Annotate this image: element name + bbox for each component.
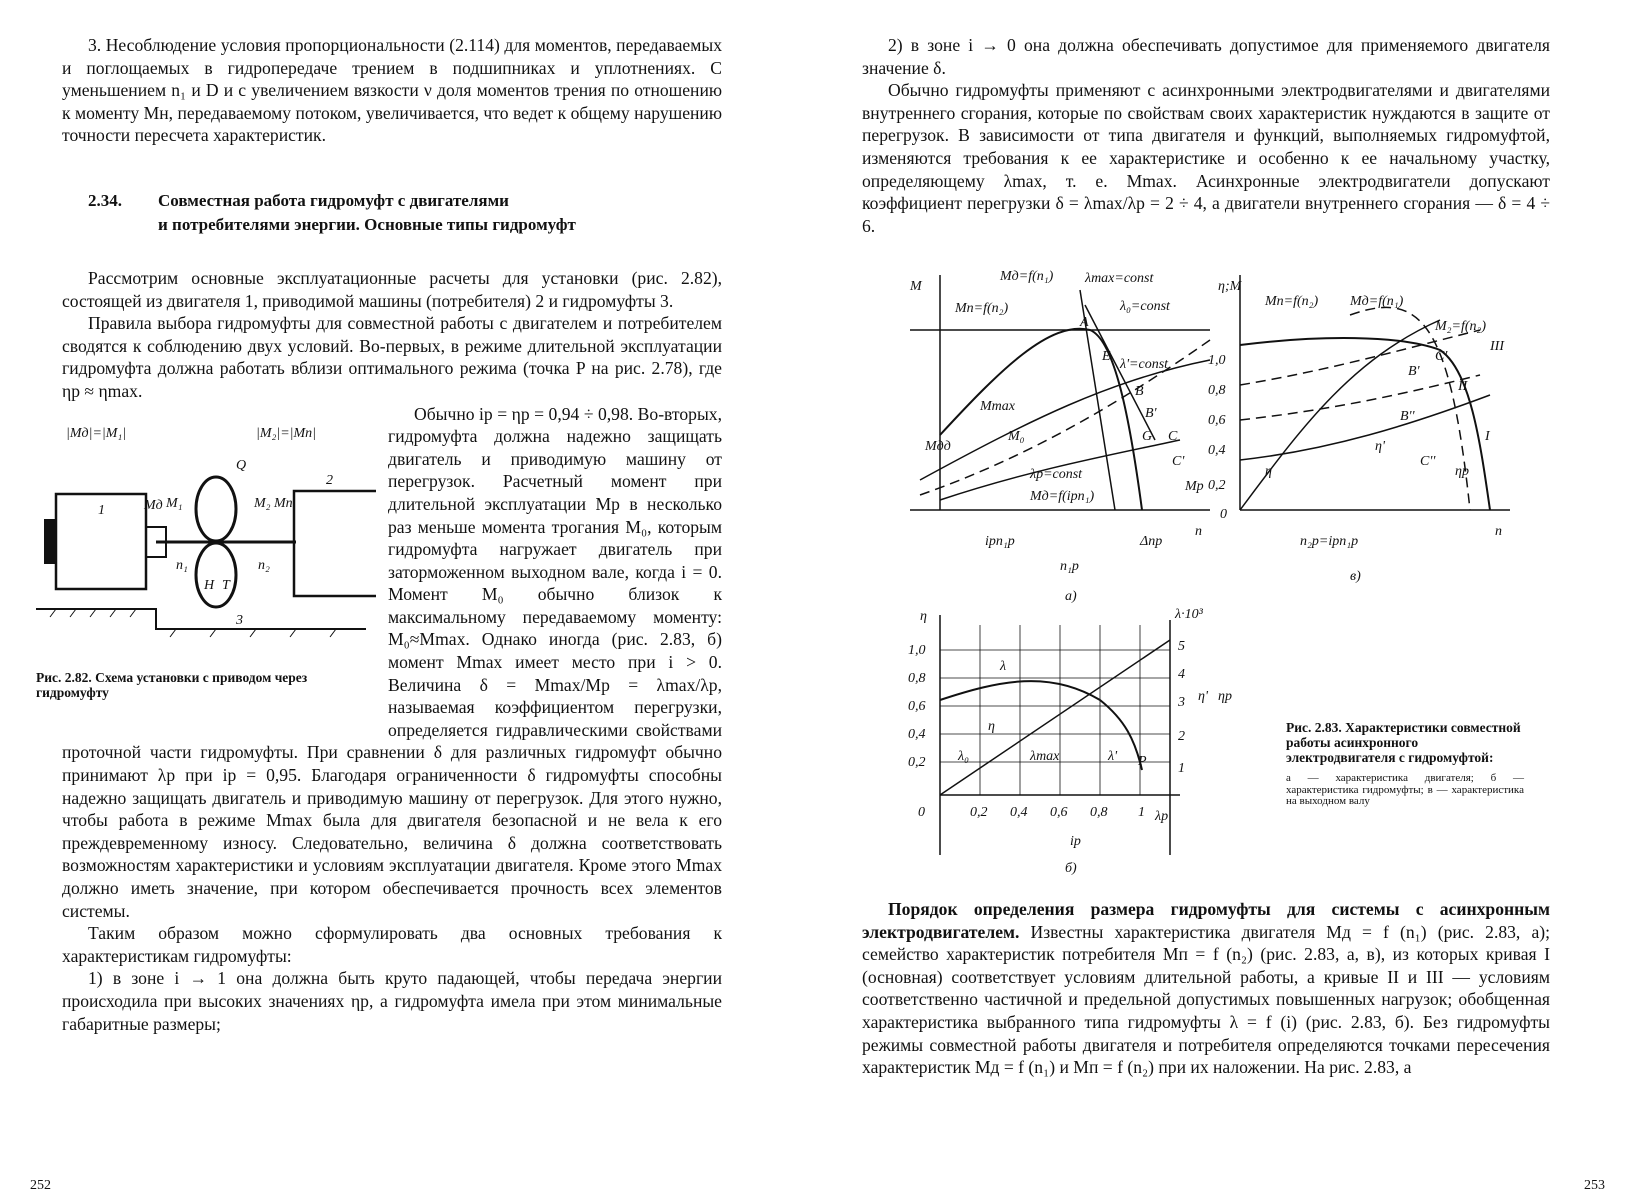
point-label: B' [1408,364,1420,379]
part-label: n₂ [258,557,270,573]
axis-label: ip [1070,834,1081,849]
axis-label: Mp [1185,479,1204,494]
paragraph [36,403,722,923]
part-label: 2 [326,472,333,488]
part-label: 1 [98,502,105,518]
heading-line: Совместная работа гидромуфт с двигателями [158,190,509,210]
curve-label: λmax=const [1085,271,1154,286]
axis-label: λ·10³ [1175,607,1203,622]
diagram-v-labels [1208,279,1505,584]
curve-label: η [1265,464,1272,479]
right-page-bottom [862,898,1550,1079]
curve-label: II [1458,379,1468,394]
axis-label: η [920,609,927,624]
tick-label: 0 [1220,507,1227,522]
figure-legend: а — характеристика двигателя; б — характеристика гидромуфты; в — характеристика на выходном валу [1286,772,1524,807]
coupling-shape [196,477,236,541]
installation-diagram [36,409,376,659]
tick-label: 0,4 [1208,443,1226,458]
point-label: P [1138,754,1147,769]
point-label: B [1135,384,1144,399]
part-label: Mп [274,495,293,511]
axis-label: n₁p [1060,559,1079,574]
axis-label: λ' [1108,749,1118,764]
figure-2-82 [36,409,376,739]
part-label: Mд [144,497,163,513]
axis-label: ipn₁p [985,534,1015,549]
axis-label: ηp [1455,464,1469,479]
curve-label: I [1485,429,1490,444]
point-label: B'' [1400,409,1415,424]
point-label: C' [1172,454,1185,469]
axis-label: Mmax [980,399,1015,414]
point-label: C' [1435,349,1448,364]
point-label: E [1102,349,1111,364]
tick-label: 0,4 [1010,805,1028,820]
curve-label: λ₀=const [1120,299,1170,314]
curve-label: Mд=f(n₁) [1350,294,1404,309]
subfigure-label: б) [1065,861,1077,876]
tick-label: 4 [1178,667,1185,682]
tick-label: 2 [1178,729,1185,744]
curve-label: λ'=const [1120,357,1169,372]
right-page [862,34,1550,237]
curve-label: Mп=f(n₂) [955,301,1009,316]
tick-label: 3 [1178,695,1185,710]
point-label: C [1168,429,1178,444]
axis-label: λmax [1030,749,1060,764]
left-page [36,34,722,1035]
curve-label: M₂=f(n₂) [1435,319,1487,334]
paragraph: 1) в зоне i → 1 она должна быть круто падающей, чтобы передача энергии происходила при высоких значениях ηp, а гидромуфта имела при этом минимальные габаритные размеры; [62,968,722,1034]
curve-label: Mд=f(n₁) [1000,269,1054,284]
curve-label: Mп=f(n₂) [1265,294,1319,309]
paragraph: Рассмотрим основные эксплуатационные расчеты для установки (рис. 2.82), состоящей из двигателя 1, приводимой машины (потребителя) 2 и гидромуфты 3. [62,267,722,311]
axis-label: n [1195,524,1202,539]
paragraph [862,898,1550,1079]
tick-label: 0 [918,805,925,820]
axis-label: η' [1375,439,1385,454]
paragraph: 3. Несоблюдение условия пропорциональности (2.114) для моментов, передаваемых и поглощаемых в гидропередаче трением в подшипниках и уплотнениях. С уменьшением n₁ и D и с увеличением вязкости ν доля моментов трения по отношению к моменту Mн, передаваемому потоком, увеличивается, что ведет к общему нарушению точности пересчета характеристик. [62,35,722,146]
subfigure-label: а) [1065,589,1077,604]
axis-label: Mдд [925,439,951,454]
tick-label: 1,0 [1208,353,1226,368]
axis-label: M [910,279,922,294]
bold-lead: Порядок определения размера гидромуфты для системы с асинхронным электродвигателем. [862,899,1550,942]
machine-shape [294,491,376,596]
section-heading [88,189,722,237]
axis-label: n [1495,524,1502,539]
diagram-b-labels [908,607,1232,876]
tick-label: 0,2 [970,805,988,820]
diagram-a-labels [909,269,1204,604]
figure-caption: Рис. 2.83. Характеристики совместной работы асинхронного электродвигателя с гидромуфтой: [1286,720,1521,765]
tick-label: 0,6 [1050,805,1068,820]
section-number: 2.34. [88,190,122,210]
point-label: G [1142,429,1153,444]
axis-label: Δnp [1140,534,1163,549]
tick-label: 0,8 [1090,805,1108,820]
tick-label: 0,6 [908,699,926,714]
axis-label: n₂p=ipn₁p [1300,534,1359,549]
tick-label: 0,6 [1208,413,1226,428]
heading-line: и потребителями энергии. Основные типы гидромуфт [158,214,576,234]
tick-label: 0,4 [908,727,926,742]
curve-label: λ [1000,659,1007,674]
paragraph: Обычно гидромуфты применяют с асинхронными электродвигателями и двигателями внутреннего сгорания, которые по свойствам своих характеристик нуждаются в защите от перегрузок. В зависимости от типа двигателя и функций, выполняемых гидромуфтой, изменяются требования к ее характеристике и особенно к ее начальному участку, определяющему λmax, т. е. Mmax. Асинхронные электродвигатели допускают коэффициент перегрузки δ = λmax/λp = 2 ÷ 4, а двигатели внутреннего сгорания — δ = 4 ÷ 6. [862,80,1550,236]
point-label: A [1080,315,1089,330]
tick-label: 0,2 [908,755,926,770]
torque-label: |Mд|=|M₁| [66,425,127,441]
figure-caption: Рис. 2.82. Схема установки с приводом через гидромуфту [36,670,308,701]
axis-label: η' [1198,689,1208,704]
part-label: 3 [236,612,243,628]
axis-label: λ₀ [958,749,969,764]
paragraph: Правила выбора гидромуфты для совместной работы с двигателем и потребителем сводятся к соблюдению двух условий. Во-первых, в режиме длительной эксплуатации гидромуфта должна работать вблизи оптимального режима (точка P на рис. 2.78), где ηp ≈ ηmax. [62,313,722,401]
axis-label: η;M [1218,279,1242,294]
part-label: Q [236,457,247,473]
tick-label: 0,2 [1208,478,1226,493]
paragraph-text: Известны характеристика двигателя Mд = f (n₁) (рис. 2.83, а); семейство характеристик потребителя Mп = f (n₂) (рис. 2.83, а, в), из которых кривая I (основная) соответствует условиям длительной работы, а кривые II и III — условиям соответственно частичной и предельной допустимых повышенных нагрузок; обобщенная характеристика выбранного типа гидромуфты λ = f (i) (рис. 2.83, б). Без гидромуфты режимы совместной работы двигателя и потребителя определяются точками пересечения характеристик Mд = f (n₁) и Mп = f (n₂) при их наложении. На рис. 2.83, а [862,921,1550,1078]
torque-label: |M₂|=|Mп| [256,425,317,441]
part-label: M₁ [166,495,183,511]
part-label: H [204,577,215,593]
tick-label: 0,8 [908,671,926,686]
page-number: 252 [30,1178,51,1190]
part-label: M₂ [254,495,271,511]
subfigure-label: в) [1350,569,1361,584]
figure-2-83-caption [1286,720,1524,808]
point-label: C'' [1420,454,1436,469]
part-label: T [222,577,230,593]
axis-label: λp [1155,809,1169,824]
curve-label: λp=const [1030,467,1083,482]
tick-label: 0,8 [1208,383,1226,398]
page-number: 253 [1584,1178,1605,1190]
curve-label: Mд=f(ipn₁) [1030,489,1095,504]
curve-label: η [988,719,995,734]
axis-label: ηp [1218,689,1232,704]
tick-label: 1 [1178,761,1185,776]
paragraph: 2) в зоне i → 0 она должна обеспечивать допустимое для применяемого двигателя значение δ. [862,35,1550,78]
point-label: B' [1145,406,1157,421]
tick-label: 1,0 [908,643,926,658]
part-label: n₁ [176,557,188,573]
tick-label: 1 [1138,805,1145,820]
paragraph: Таким образом можно сформулировать два основных требования к характеристикам гидромуфты: [62,923,722,966]
curve-label: III [1490,339,1504,354]
tick-label: 5 [1178,639,1185,654]
axis-label: M₀ [1008,429,1025,444]
paragraph-text: Обычно ip = ηp = 0,94 ÷ 0,98. Во-вторых, гидромуфта должна надежно защищать двигатель и приводимую машину от перегрузок. Расчетный момент при длительной эксплуатации Mp в несколько раз меньше момента трогания M₀, которым гидромуфта нагружает двигатель при заторможенном выходном вале, когда i = 0. Момент M₀ обычно близок к максимальному передаваемому моменту: M₀≈Mmax. Однако иногда (рис. 2.83, б) момент Mmax имеет место при i > 0. Величина δ = Mmax/Mp = λmax/λp, называемая коэффициентом перегрузки, определяется гидравлическими свойствами проточной части гидромуфты. При сравнении δ для различных гидромуфт обычно принимают λp при ip = 0,95. Благодаря ограниченности δ гидромуфты способны надежно защищать двигатель и приводимую машину от перегрузок. Для этого нужно, чтобы работа в режиме Mmax была для двигателя безопасной и не вела к его преждевременному износу. Следовательно, величина δ должна соответствовать возможностям характеристики и условиям эксплуатации двигателя. Кроме этого Mmax должно иметь значение, при котором обеспечивается прочность всех элементов системы. [62,403,722,921]
